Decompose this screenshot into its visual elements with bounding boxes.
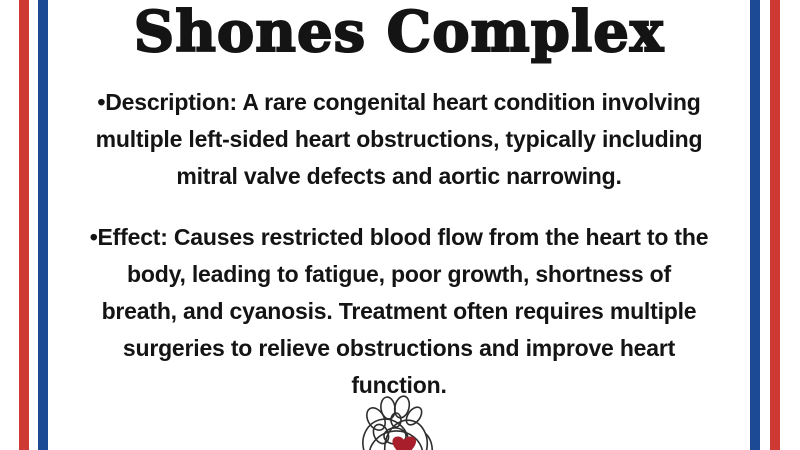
card-content: [50, 0, 748, 450]
red-heart-shape: [392, 437, 416, 450]
right-red-stripe: [770, 0, 780, 450]
effect-paragraph: [50, 219, 748, 404]
effect-line-1: •Effect: Causes restricted blood flow from the heart to the: [89, 224, 709, 250]
effect-line-2: body, leading to fatigue, poor growth, shortness of: [127, 261, 671, 287]
description-line-2: multiple left-sided heart obstructions, typically including: [95, 126, 703, 152]
effect-line-4: surgeries to relieve obstructions and improve heart: [122, 335, 676, 361]
effect-line-3: breath, and cyanosis. Treatment often requires multiple: [101, 298, 697, 324]
anatomical-heart-line-icon: [346, 394, 452, 450]
page-title: Shones Complex: [133, 0, 665, 65]
heart-illustration: [50, 394, 748, 450]
description-line-1: •Description: A rare congenital heart condition involving: [97, 89, 701, 115]
right-blue-stripe: [750, 0, 760, 450]
effect-line-5: function.: [351, 372, 447, 398]
description-paragraph: [50, 84, 748, 195]
description-line-3: mitral valve defects and aortic narrowing.: [176, 163, 622, 189]
left-blue-stripe: [38, 0, 48, 450]
left-red-stripe: [19, 0, 29, 450]
